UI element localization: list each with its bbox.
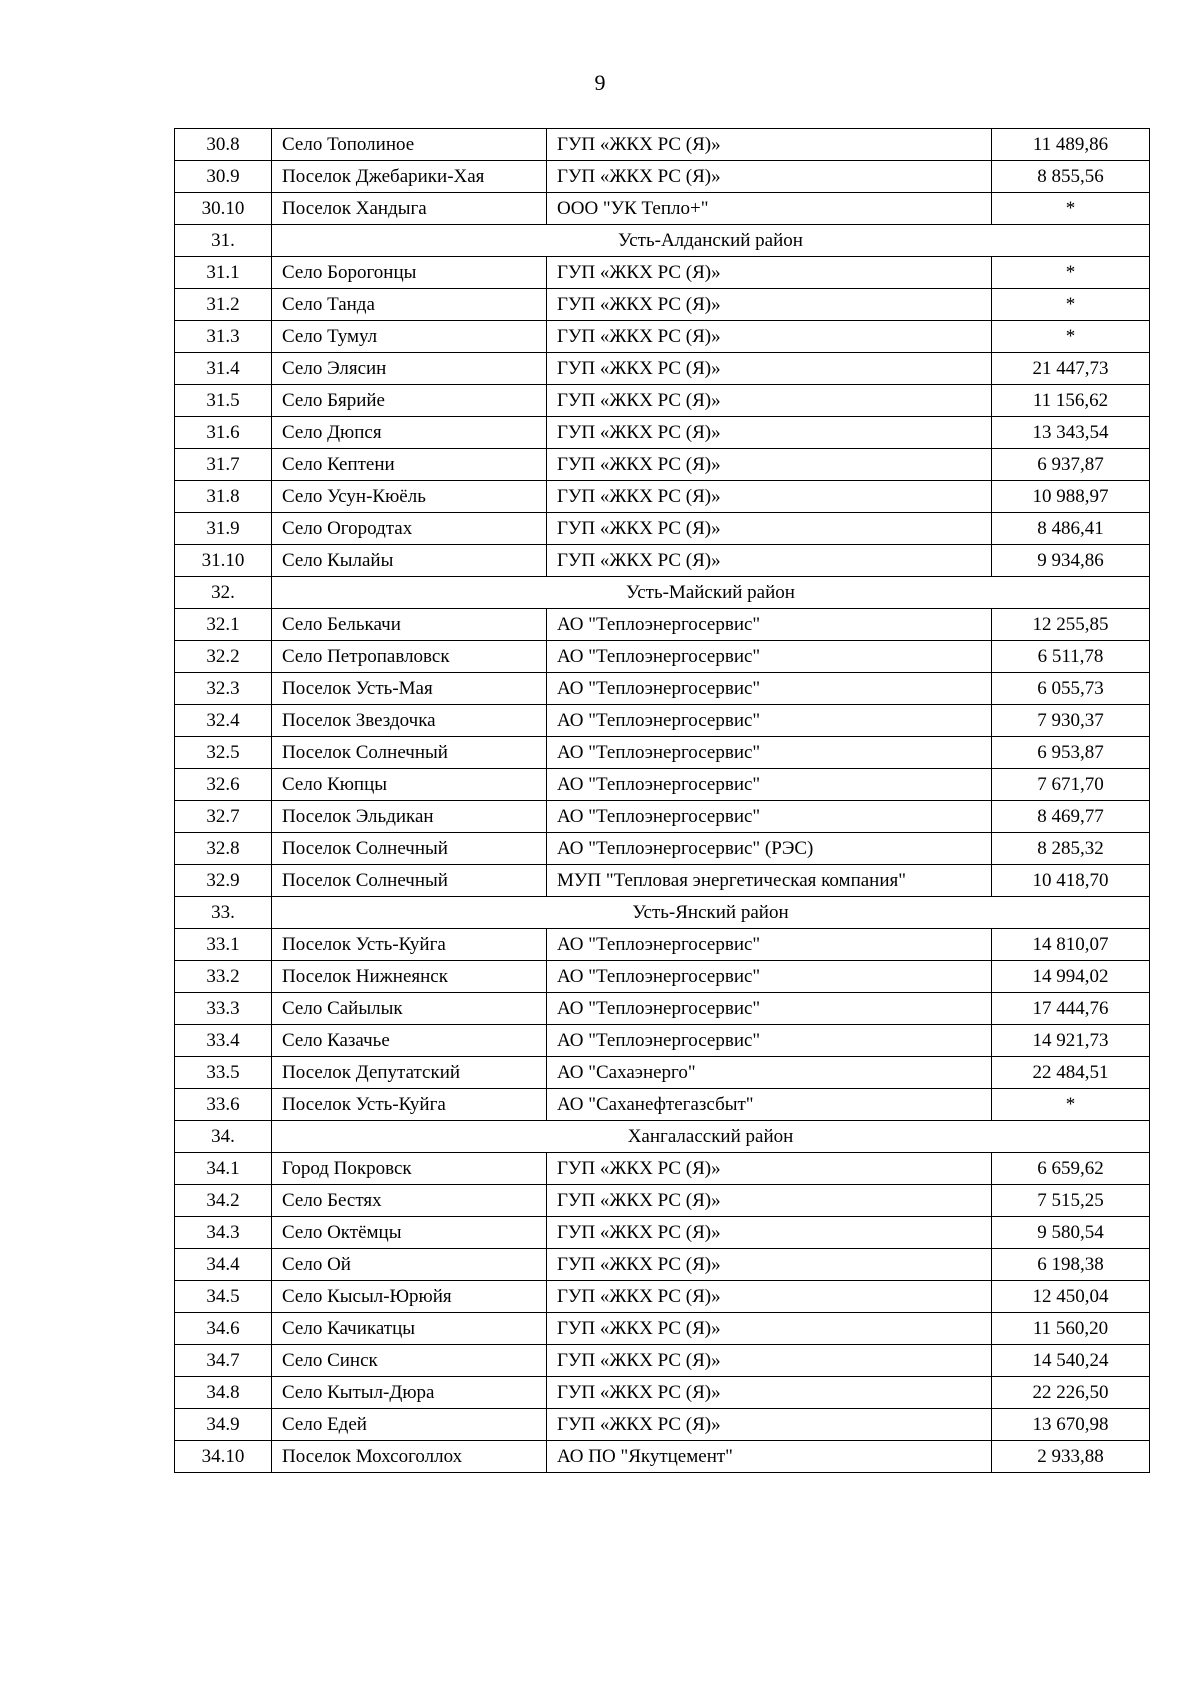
settlement-name: Село Октёмцы [272, 1217, 547, 1249]
organization-name: ГУП «ЖКХ РС (Я)» [547, 1217, 992, 1249]
organization-name: АО "Теплоэнергосервис" [547, 609, 992, 641]
table-row [175, 1441, 1150, 1473]
region-row [175, 577, 1150, 609]
tariff-value: 8 855,56 [992, 161, 1150, 193]
table-row [175, 513, 1150, 545]
table-row [175, 257, 1150, 289]
tariff-value: 6 511,78 [992, 641, 1150, 673]
tariff-value: 8 486,41 [992, 513, 1150, 545]
row-number: 34.10 [175, 1441, 272, 1473]
settlement-name: Поселок Хандыга [272, 193, 547, 225]
settlement-name: Село Танда [272, 289, 547, 321]
row-number: 33.4 [175, 1025, 272, 1057]
tariff-value: 6 953,87 [992, 737, 1150, 769]
row-number: 32. [175, 577, 272, 609]
tariff-value: 6 055,73 [992, 673, 1150, 705]
tariff-value: 11 489,86 [992, 129, 1150, 161]
table-row [175, 1377, 1150, 1409]
table-row [175, 1313, 1150, 1345]
tariff-value: 11 156,62 [992, 385, 1150, 417]
tariff-value: 10 418,70 [992, 865, 1150, 897]
table-row [175, 1089, 1150, 1121]
settlement-name: Село Ой [272, 1249, 547, 1281]
tariff-value: * [992, 1089, 1150, 1121]
settlement-name: Поселок Эльдикан [272, 801, 547, 833]
table-row [175, 481, 1150, 513]
row-number: 33.5 [175, 1057, 272, 1089]
tariff-value: 14 540,24 [992, 1345, 1150, 1377]
organization-name: АО "Теплоэнергосервис" [547, 737, 992, 769]
row-number: 30.10 [175, 193, 272, 225]
tariff-value: 17 444,76 [992, 993, 1150, 1025]
organization-name: ООО "УК Тепло+" [547, 193, 992, 225]
settlement-name: Село Кептени [272, 449, 547, 481]
tariff-value: 21 447,73 [992, 353, 1150, 385]
row-number: 32.9 [175, 865, 272, 897]
row-number: 31.10 [175, 545, 272, 577]
tariff-value: 12 450,04 [992, 1281, 1150, 1313]
organization-name: ГУП «ЖКХ РС (Я)» [547, 1313, 992, 1345]
region-name: Усть-Янский район [272, 897, 1150, 929]
settlement-name: Село Тумул [272, 321, 547, 353]
table-row [175, 129, 1150, 161]
settlement-name: Село Бестях [272, 1185, 547, 1217]
table-row [175, 417, 1150, 449]
tariff-value: 7 930,37 [992, 705, 1150, 737]
settlement-name: Село Качикатцы [272, 1313, 547, 1345]
tariff-value: 13 343,54 [992, 417, 1150, 449]
settlement-name: Село Синск [272, 1345, 547, 1377]
page-number: 9 [594, 70, 606, 95]
settlement-name: Село Бярийе [272, 385, 547, 417]
settlement-name: Село Дюпся [272, 417, 547, 449]
organization-name: АО "Теплоэнергосервис" [547, 961, 992, 993]
organization-name: ГУП «ЖКХ РС (Я)» [547, 289, 992, 321]
organization-name: ГУП «ЖКХ РС (Я)» [547, 417, 992, 449]
row-number: 31.4 [175, 353, 272, 385]
row-number: 31.1 [175, 257, 272, 289]
organization-name: ГУП «ЖКХ РС (Я)» [547, 1249, 992, 1281]
settlement-name: Поселок Солнечный [272, 737, 547, 769]
row-number: 31. [175, 225, 272, 257]
row-number: 32.4 [175, 705, 272, 737]
tariff-value: 10 988,97 [992, 481, 1150, 513]
settlement-name: Село Борогонцы [272, 257, 547, 289]
region-name: Усть-Майский район [272, 577, 1150, 609]
organization-name: АО "Теплоэнергосервис" [547, 929, 992, 961]
settlement-name: Село Кылайы [272, 545, 547, 577]
tariff-value: * [992, 193, 1150, 225]
table-row [175, 833, 1150, 865]
row-number: 30.8 [175, 129, 272, 161]
settlement-name: Село Огородтах [272, 513, 547, 545]
row-number: 34. [175, 1121, 272, 1153]
table-row [175, 289, 1150, 321]
tariff-value: 6 659,62 [992, 1153, 1150, 1185]
table-row [175, 993, 1150, 1025]
row-number: 32.7 [175, 801, 272, 833]
tariff-value: 6 937,87 [992, 449, 1150, 481]
organization-name: АО "Саханефтегазсбыт" [547, 1089, 992, 1121]
row-number: 32.1 [175, 609, 272, 641]
organization-name: АО ПО "Якутцемент" [547, 1441, 992, 1473]
row-number: 34.9 [175, 1409, 272, 1441]
row-number: 32.8 [175, 833, 272, 865]
settlement-name: Село Кысыл-Юрюйя [272, 1281, 547, 1313]
row-number: 33.3 [175, 993, 272, 1025]
settlement-name: Поселок Нижнеянск [272, 961, 547, 993]
tariff-value: 7 515,25 [992, 1185, 1150, 1217]
settlement-name: Поселок Джебарики-Хая [272, 161, 547, 193]
settlement-name: Поселок Солнечный [272, 833, 547, 865]
organization-name: ГУП «ЖКХ РС (Я)» [547, 1377, 992, 1409]
tariff-value: 11 560,20 [992, 1313, 1150, 1345]
organization-name: ГУП «ЖКХ РС (Я)» [547, 1345, 992, 1377]
row-number: 34.5 [175, 1281, 272, 1313]
organization-name: ГУП «ЖКХ РС (Я)» [547, 353, 992, 385]
row-number: 33.1 [175, 929, 272, 961]
table-row [175, 673, 1150, 705]
settlement-name: Село Сайылык [272, 993, 547, 1025]
table-row [175, 1057, 1150, 1089]
table-row [175, 1249, 1150, 1281]
table-row [175, 385, 1150, 417]
organization-name: ГУП «ЖКХ РС (Я)» [547, 161, 992, 193]
tariff-value: 22 226,50 [992, 1377, 1150, 1409]
settlement-name: Поселок Мохсоголлох [272, 1441, 547, 1473]
row-number: 31.7 [175, 449, 272, 481]
organization-name: ГУП «ЖКХ РС (Я)» [547, 385, 992, 417]
tariff-value: 22 484,51 [992, 1057, 1150, 1089]
tariff-value: * [992, 321, 1150, 353]
organization-name: АО "Сахаэнерго" [547, 1057, 992, 1089]
organization-name: АО "Теплоэнергосервис" [547, 769, 992, 801]
region-row [175, 225, 1150, 257]
table-row [175, 929, 1150, 961]
settlement-name: Поселок Солнечный [272, 865, 547, 897]
organization-name: ГУП «ЖКХ РС (Я)» [547, 545, 992, 577]
row-number: 33.2 [175, 961, 272, 993]
organization-name: АО "Теплоэнергосервис" [547, 641, 992, 673]
organization-name: ГУП «ЖКХ РС (Я)» [547, 1281, 992, 1313]
row-number: 31.5 [175, 385, 272, 417]
settlement-name: Поселок Усть-Куйга [272, 929, 547, 961]
settlement-name: Село Усун-Кюёль [272, 481, 547, 513]
organization-name: АО "Теплоэнергосервис" [547, 673, 992, 705]
organization-name: ГУП «ЖКХ РС (Я)» [547, 1153, 992, 1185]
tariff-value: 12 255,85 [992, 609, 1150, 641]
table-row [175, 737, 1150, 769]
tariff-table [174, 128, 1150, 1473]
organization-name: ГУП «ЖКХ РС (Я)» [547, 513, 992, 545]
row-number: 34.6 [175, 1313, 272, 1345]
table-row [175, 641, 1150, 673]
settlement-name: Село Кюпцы [272, 769, 547, 801]
table-row [175, 1281, 1150, 1313]
table-row [175, 161, 1150, 193]
settlement-name: Село Тополиное [272, 129, 547, 161]
tariff-value: 8 469,77 [992, 801, 1150, 833]
tariff-value: 14 810,07 [992, 929, 1150, 961]
row-number: 31.3 [175, 321, 272, 353]
row-number: 30.9 [175, 161, 272, 193]
settlement-name: Город Покровск [272, 1153, 547, 1185]
region-row [175, 1121, 1150, 1153]
organization-name: ГУП «ЖКХ РС (Я)» [547, 481, 992, 513]
tariff-value: 14 921,73 [992, 1025, 1150, 1057]
row-number: 32.5 [175, 737, 272, 769]
table-row [175, 1409, 1150, 1441]
organization-name: АО "Теплоэнергосервис" (РЭС) [547, 833, 992, 865]
row-number: 34.2 [175, 1185, 272, 1217]
settlement-name: Поселок Депутатский [272, 1057, 547, 1089]
settlement-name: Село Кытыл-Дюра [272, 1377, 547, 1409]
row-number: 33.6 [175, 1089, 272, 1121]
row-number: 31.6 [175, 417, 272, 449]
organization-name: ГУП «ЖКХ РС (Я)» [547, 1185, 992, 1217]
tariff-value: 8 285,32 [992, 833, 1150, 865]
row-number: 34.8 [175, 1377, 272, 1409]
table-row [175, 801, 1150, 833]
region-name: Усть-Алданский район [272, 225, 1150, 257]
settlement-name: Село Едей [272, 1409, 547, 1441]
settlement-name: Поселок Усть-Мая [272, 673, 547, 705]
organization-name: АО "Теплоэнергосервис" [547, 993, 992, 1025]
table-row [175, 449, 1150, 481]
settlement-name: Село Белькачи [272, 609, 547, 641]
tariff-value: * [992, 257, 1150, 289]
organization-name: ГУП «ЖКХ РС (Я)» [547, 257, 992, 289]
table-row [175, 1153, 1150, 1185]
table-row [175, 1345, 1150, 1377]
row-number: 32.2 [175, 641, 272, 673]
table-body [175, 129, 1150, 1473]
table-row [175, 1025, 1150, 1057]
tariff-value: 14 994,02 [992, 961, 1150, 993]
row-number: 32.3 [175, 673, 272, 705]
row-number: 31.2 [175, 289, 272, 321]
organization-name: АО "Теплоэнергосервис" [547, 1025, 992, 1057]
row-number: 31.8 [175, 481, 272, 513]
table-row [175, 961, 1150, 993]
row-number: 34.4 [175, 1249, 272, 1281]
region-name: Хангаласский район [272, 1121, 1150, 1153]
settlement-name: Село Казачье [272, 1025, 547, 1057]
tariff-value: 7 671,70 [992, 769, 1150, 801]
row-number: 33. [175, 897, 272, 929]
organization-name: ГУП «ЖКХ РС (Я)» [547, 1409, 992, 1441]
row-number: 34.7 [175, 1345, 272, 1377]
settlement-name: Село Элясин [272, 353, 547, 385]
table-row [175, 193, 1150, 225]
settlement-name: Село Петропавловск [272, 641, 547, 673]
table-row [175, 769, 1150, 801]
tariff-value: 13 670,98 [992, 1409, 1150, 1441]
settlement-name: Поселок Звездочка [272, 705, 547, 737]
table-row [175, 865, 1150, 897]
organization-name: АО "Теплоэнергосервис" [547, 705, 992, 737]
tariff-value: 9 934,86 [992, 545, 1150, 577]
table-row [175, 705, 1150, 737]
organization-name: ГУП «ЖКХ РС (Я)» [547, 321, 992, 353]
organization-name: АО "Теплоэнергосервис" [547, 801, 992, 833]
tariff-value: 6 198,38 [992, 1249, 1150, 1281]
table-row [175, 321, 1150, 353]
organization-name: ГУП «ЖКХ РС (Я)» [547, 449, 992, 481]
region-row [175, 897, 1150, 929]
row-number: 34.1 [175, 1153, 272, 1185]
tariff-value: 2 933,88 [992, 1441, 1150, 1473]
row-number: 31.9 [175, 513, 272, 545]
table-row [175, 1185, 1150, 1217]
table-row [175, 545, 1150, 577]
organization-name: ГУП «ЖКХ РС (Я)» [547, 129, 992, 161]
table-row [175, 353, 1150, 385]
table-row [175, 1217, 1150, 1249]
tariff-value: * [992, 289, 1150, 321]
organization-name: МУП "Тепловая энергетическая компания" [547, 865, 992, 897]
row-number: 34.3 [175, 1217, 272, 1249]
settlement-name: Поселок Усть-Куйга [272, 1089, 547, 1121]
table-row [175, 609, 1150, 641]
tariff-value: 9 580,54 [992, 1217, 1150, 1249]
row-number: 32.6 [175, 769, 272, 801]
